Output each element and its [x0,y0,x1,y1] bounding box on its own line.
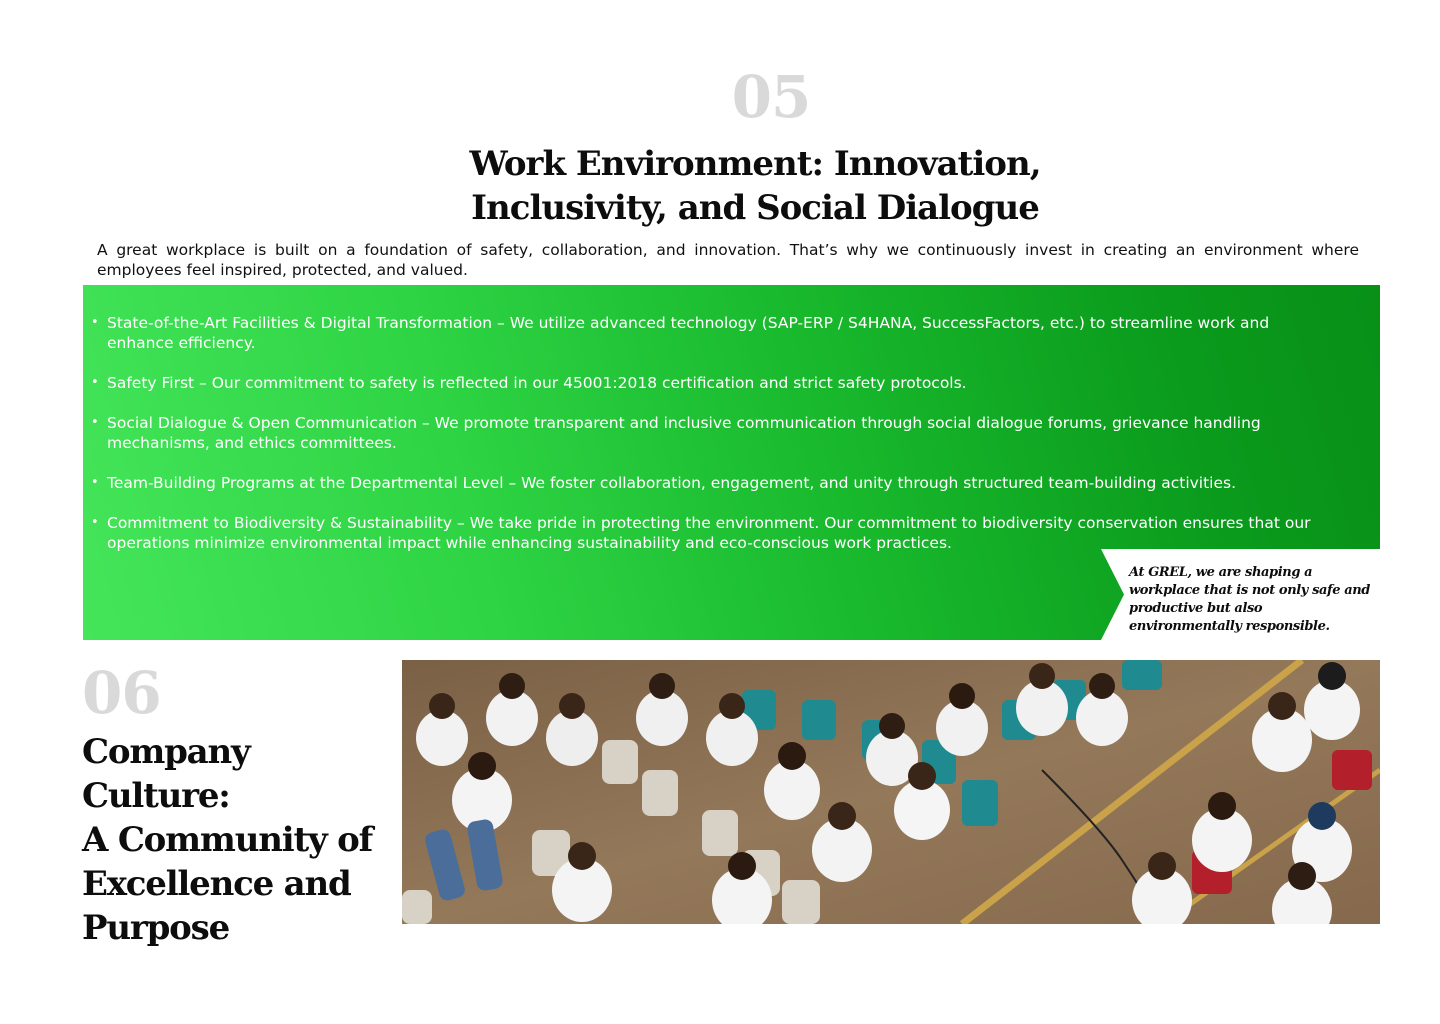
list-item: • Team-Building Programs at the Departmental Level – We foster collaboration, engagement, and unity through structured team-building activities. [107,473,1335,493]
section-title-work-environment [420,142,1090,230]
highlights-list [107,313,1335,573]
title-line: A Community of [82,820,373,860]
title-line: Inclusivity, and Social Dialogue [471,188,1039,228]
list-item: • Safety First – Our commitment to safety is reflected in our 45001:2018 certification and strict safety protocols. [107,373,1335,393]
title-line: Excellence and [82,864,351,904]
team-event-photo [402,660,1380,924]
list-item: • Social Dialogue & Open Communication – We promote transparent and inclusive communication through social dialogue forums, grievance handling mechanisms, and ethics committees. [107,413,1335,453]
title-line: Purpose [82,908,230,948]
section-number-06: 06 [82,659,161,727]
title-line: Work Environment: Innovation, [469,144,1041,184]
title-line: Company Culture: [82,732,250,816]
quote-text: At GREL, we are shaping a workplace that is not only safe and productive but also environmentally responsible. [1129,565,1370,634]
audience-illustration [402,660,1380,924]
intro-paragraph: A great workplace is built on a foundation of safety, collaboration, and innovation. That’s why we continuously invest in creating an environment where employees feel inspired, protected, and valued. [97,241,1359,279]
list-item: • State-of-the-Art Facilities & Digital Transformation – We utilize advanced technology (SAP-ERP / S4HANA, SuccessFactors, etc.) to streamline work and enhance efficiency. [107,313,1335,353]
section-number-05: 05 [731,63,811,131]
section-title-company-culture [82,730,402,950]
list-item: • Commitment to Biodiversity & Sustainability – We take pride in protecting the environment. Our commitment to biodiversity conservation ensures that our operations minimize environmental impact while enhancing sustainability and eco-conscious work practices. [107,513,1335,553]
